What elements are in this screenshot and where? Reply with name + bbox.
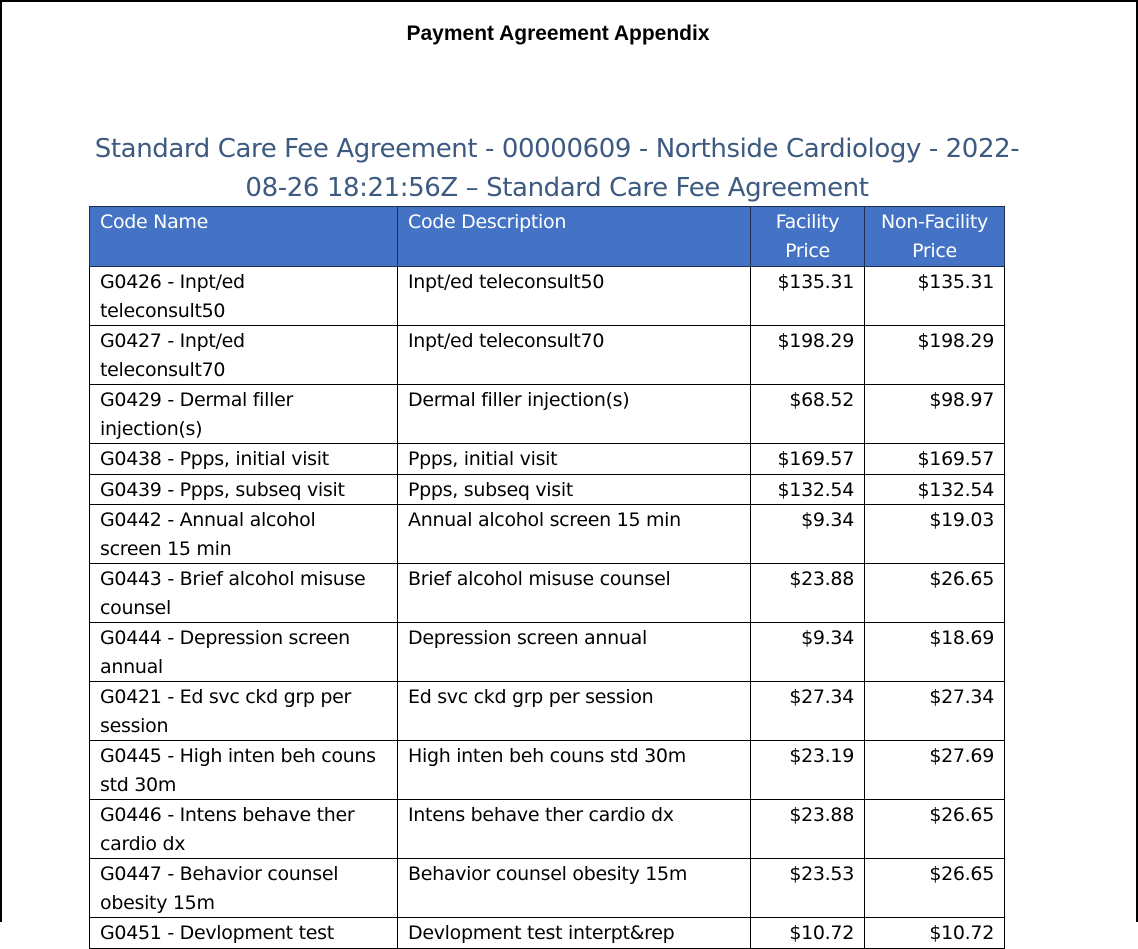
- table-row: [90, 564, 1005, 623]
- cell-non-facility-price: $132.54: [865, 474, 1005, 505]
- cell-code-name: [90, 682, 398, 741]
- cell-non-facility-price: $27.69: [865, 741, 1005, 800]
- cell-facility-price: $10.72: [751, 918, 865, 949]
- code-name-line2: screen 15 min: [100, 537, 232, 560]
- header-facility-price: [751, 207, 865, 267]
- cell-code-name: [90, 741, 398, 800]
- cell-code-description: Inpt/ed teleconsult50: [398, 267, 751, 326]
- header-code-description: Code Description: [398, 207, 751, 267]
- cell-non-facility-price: $26.65: [865, 800, 1005, 859]
- cell-code-name: [90, 623, 398, 682]
- cell-non-facility-price: $10.72: [865, 918, 1005, 949]
- header-non-facility-price-line1: Non-Facility: [881, 211, 988, 233]
- table-row: [90, 474, 1005, 505]
- document-title: Payment Agreement Appendix: [406, 22, 710, 45]
- table-row: [90, 326, 1005, 385]
- cell-non-facility-price: $27.34: [865, 682, 1005, 741]
- header-non-facility-price: [865, 207, 1005, 267]
- header-code-name: Code Name: [90, 207, 398, 267]
- code-name-line2: cardio dx: [100, 832, 186, 855]
- table-row: [90, 800, 1005, 859]
- cell-facility-price: $9.34: [751, 623, 865, 682]
- code-name-line1: G0427 - Inpt/ed: [100, 330, 245, 352]
- cell-non-facility-price: $169.57: [865, 444, 1005, 475]
- cell-code-name: [90, 505, 398, 564]
- header-non-facility-price-line2: Price: [912, 240, 957, 262]
- code-name-line1: G0429 - Dermal filler: [100, 389, 294, 411]
- cell-non-facility-price: $26.65: [865, 564, 1005, 623]
- table-row: [90, 682, 1005, 741]
- table-row: [90, 918, 1005, 949]
- cell-non-facility-price: $18.69: [865, 623, 1005, 682]
- cell-code-description: Ppps, initial visit: [398, 444, 751, 475]
- cell-non-facility-price: $198.29: [865, 326, 1005, 385]
- code-name-line2: session: [100, 714, 169, 737]
- cell-code-description: Behavior counsel obesity 15m: [398, 859, 751, 918]
- table-row: [90, 267, 1005, 326]
- agreement-heading: [72, 130, 1042, 208]
- cell-code-name: G0451 - Devlopment test: [90, 918, 398, 949]
- code-name-line2: obesity 15m: [100, 891, 215, 914]
- cell-facility-price: $169.57: [751, 444, 865, 475]
- cell-code-name: [90, 326, 398, 385]
- code-name-line2: std 30m: [100, 773, 177, 796]
- code-name-line2: counsel: [100, 596, 171, 619]
- code-name-line1: G0426 - Inpt/ed: [100, 271, 245, 293]
- table-header-row: [90, 207, 1005, 267]
- cell-facility-price: $27.34: [751, 682, 865, 741]
- header-facility-price-line2: Price: [785, 240, 830, 262]
- cell-code-description: Annual alcohol screen 15 min: [398, 505, 751, 564]
- cell-facility-price: $198.29: [751, 326, 865, 385]
- cell-code-description: Inpt/ed teleconsult70: [398, 326, 751, 385]
- cell-code-description: Dermal filler injection(s): [398, 385, 751, 444]
- cell-non-facility-price: $26.65: [865, 859, 1005, 918]
- header-facility-price-line1: Facility: [775, 211, 840, 233]
- cell-code-description: High inten beh couns std 30m: [398, 741, 751, 800]
- cell-code-description: Ppps, subseq visit: [398, 474, 751, 505]
- cell-code-description: Devlopment test interpt&rep: [398, 918, 751, 949]
- cell-code-name: [90, 800, 398, 859]
- table-row: [90, 623, 1005, 682]
- agreement-heading-line1: Standard Care Fee Agreement - 00000609 - Northside Cardiology - 2022-: [94, 134, 1020, 164]
- cell-facility-price: $23.88: [751, 800, 865, 859]
- cell-non-facility-price: $98.97: [865, 385, 1005, 444]
- cell-code-name: [90, 385, 398, 444]
- cell-code-name: G0439 - Ppps, subseq visit: [90, 474, 398, 505]
- code-name-line1: G0443 - Brief alcohol misuse: [100, 568, 366, 590]
- cell-code-description: Brief alcohol misuse counsel: [398, 564, 751, 623]
- cell-facility-price: $23.19: [751, 741, 865, 800]
- code-name-line1: G0447 - Behavior counsel: [100, 863, 339, 885]
- code-name-line1: G0445 - High inten beh couns: [100, 745, 376, 767]
- code-name-line2: teleconsult50: [100, 299, 226, 322]
- cell-facility-price: $68.52: [751, 385, 865, 444]
- cell-non-facility-price: $19.03: [865, 505, 1005, 564]
- table-row: [90, 505, 1005, 564]
- cell-code-description: Depression screen annual: [398, 623, 751, 682]
- cell-facility-price: $23.53: [751, 859, 865, 918]
- table-row: [90, 385, 1005, 444]
- code-name-line1: G0444 - Depression screen: [100, 627, 350, 649]
- cell-code-name: [90, 564, 398, 623]
- cell-code-name: G0438 - Ppps, initial visit: [90, 444, 398, 475]
- cell-code-description: Ed svc ckd grp per session: [398, 682, 751, 741]
- table-row: [90, 859, 1005, 918]
- cell-code-name: [90, 267, 398, 326]
- cell-facility-price: $23.88: [751, 564, 865, 623]
- cell-code-name: [90, 859, 398, 918]
- cell-facility-price: $132.54: [751, 474, 865, 505]
- code-name-line2: annual: [100, 655, 163, 678]
- code-name-line1: G0421 - Ed svc ckd grp per: [100, 686, 352, 708]
- code-name-line1: G0442 - Annual alcohol: [100, 509, 316, 531]
- cell-non-facility-price: $135.31: [865, 267, 1005, 326]
- code-name-line1: G0446 - Intens behave ther: [100, 804, 355, 826]
- fee-schedule-table: [89, 206, 1005, 949]
- cell-facility-price: $135.31: [751, 267, 865, 326]
- code-name-line2: teleconsult70: [100, 358, 226, 381]
- cell-facility-price: $9.34: [751, 505, 865, 564]
- agreement-heading-line2: 08-26 18:21:56Z – Standard Care Fee Agreement: [245, 173, 869, 203]
- table-row: [90, 741, 1005, 800]
- cell-code-description: Intens behave ther cardio dx: [398, 800, 751, 859]
- table-row: [90, 444, 1005, 475]
- code-name-line2: injection(s): [100, 417, 203, 440]
